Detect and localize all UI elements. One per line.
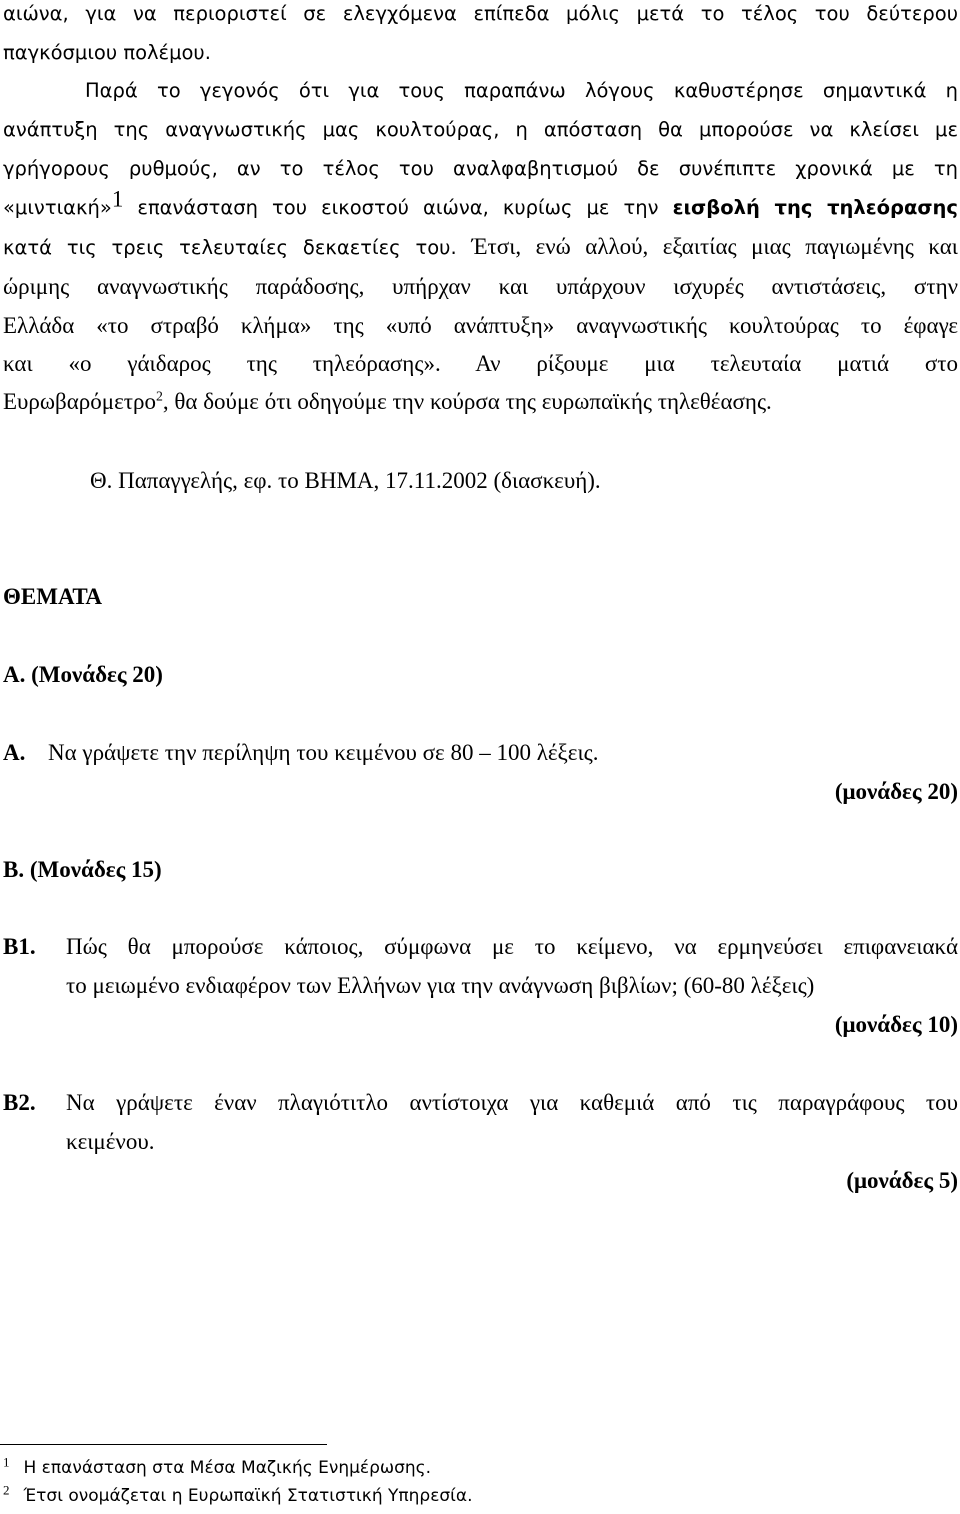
- passage-text: κατά τις τρεις τελευταίες δεκαετίες του.: [3, 236, 472, 259]
- question-b1-line-2: το μειωμένο ενδιαφέρον των Ελλήνων για την ανάγνωση βιβλίων; (60-80 λέξεις): [66, 973, 815, 998]
- footnote-1: [3, 1454, 432, 1478]
- passage-text: , θα δούμε ότι οδηγούμε την κούρσα της ευρωπαϊκής τηλεθέασης.: [162, 389, 772, 414]
- question-a-label: Α.: [3, 740, 26, 765]
- topics-heading: ΘΕΜΑΤΑ: [3, 584, 103, 609]
- passage-line-10: και «ο γάιδαρος της τηλεόρασης». Αν ρίξουμε μια τελευταία ματιά στο: [3, 351, 958, 376]
- passage-line-3: Παρά το γεγονός ότι για τους παραπάνω λόγους καθυστέρησε σημαντικά η: [85, 79, 958, 102]
- passage-text: Έτσι, ενώ αλλού, εξαιτίας μιας παγιωμένης και: [471, 234, 958, 259]
- section-a-heading: Α. (Μονάδες 20): [3, 662, 163, 687]
- question-b2-label: Β2.: [3, 1090, 36, 1115]
- passage-line-2: παγκόσμιου πολέμου.: [3, 41, 211, 64]
- passage-text: Ευρωβαρόμετρο: [3, 389, 156, 414]
- footnote-text: Η επανάσταση στα Μέσα Μαζικής Ενημέρωσης.: [23, 1458, 432, 1478]
- question-a-text: Να γράψετε την περίληψη του κειμένου σε 80 – 100 λέξεις.: [48, 740, 599, 765]
- question-b1-line-1: Πώς θα μπορούσε κάποιος, σύμφωνα με το κείμενο, να ερμηνεύσει επιφανειακά: [66, 934, 958, 959]
- question-a-points: (μονάδες 20): [834, 779, 958, 804]
- passage-source: Θ. Παπαγγελής, εφ. το ΒΗΜΑ, 17.11.2002 (διασκευή).: [90, 468, 601, 493]
- passage-line-11: [3, 390, 772, 413]
- section-b-heading: Β. (Μονάδες 15): [3, 857, 162, 882]
- passage-line-5: γρήγορους ρυθμούς, αν το τέλος του αναλφαβητισμού δε συνέπιπτε χρονικά με τη: [3, 157, 958, 180]
- passage-line-9: Ελλάδα «το στραβό κλήμα» της «υπό ανάπτυξη» αναγνωστικής κουλτούρας το έφαγε: [3, 313, 958, 338]
- footnote-2: [3, 1482, 473, 1506]
- question-b2-line-2: κειμένου.: [66, 1129, 155, 1154]
- passage-line-7: [3, 235, 958, 258]
- quoted-term: «μιντιακή»: [3, 196, 112, 219]
- footnote-text: Έτσι ονομάζεται η Ευρωπαϊκή Στατιστική Υπηρεσία.: [23, 1486, 473, 1506]
- footnote-ref-1: 1: [111, 186, 124, 212]
- footnote-marker: 1: [3, 1454, 10, 1470]
- question-b1-label: Β1.: [3, 934, 36, 959]
- passage-line-6: [3, 186, 958, 219]
- passage-text: επανάσταση του εικοστού αιώνα, κυρίως με την: [123, 196, 673, 219]
- emphasis-text: εισβολή της τηλεόρασης: [672, 196, 958, 219]
- question-b1-points: (μονάδες 10): [834, 1012, 958, 1037]
- question-b2-points: (μονάδες 5): [846, 1168, 958, 1193]
- question-b2-line-1: Να γράψετε έναν πλαγιότιτλο αντίστοιχα για καθεμιά από τις παραγράφους του: [66, 1090, 958, 1115]
- footnote-separator: [0, 1444, 327, 1445]
- footnote-ref-2: 2: [156, 388, 163, 404]
- passage-line-8: ώριμης αναγνωστικής παράδοσης, υπήρχαν και υπάρχουν ισχυρές αντιστάσεις, στην: [3, 274, 958, 299]
- passage-line-1: αιώνα, για να περιοριστεί σε ελεγχόμενα επίπεδα μόλις μετά το τέλος του δεύτερου: [3, 2, 958, 25]
- footnote-marker: 2: [3, 1482, 10, 1498]
- passage-line-4: ανάπτυξη της αναγνωστικής μας κουλτούρας, η απόσταση θα μπορούσε να κλείσει με: [3, 118, 958, 141]
